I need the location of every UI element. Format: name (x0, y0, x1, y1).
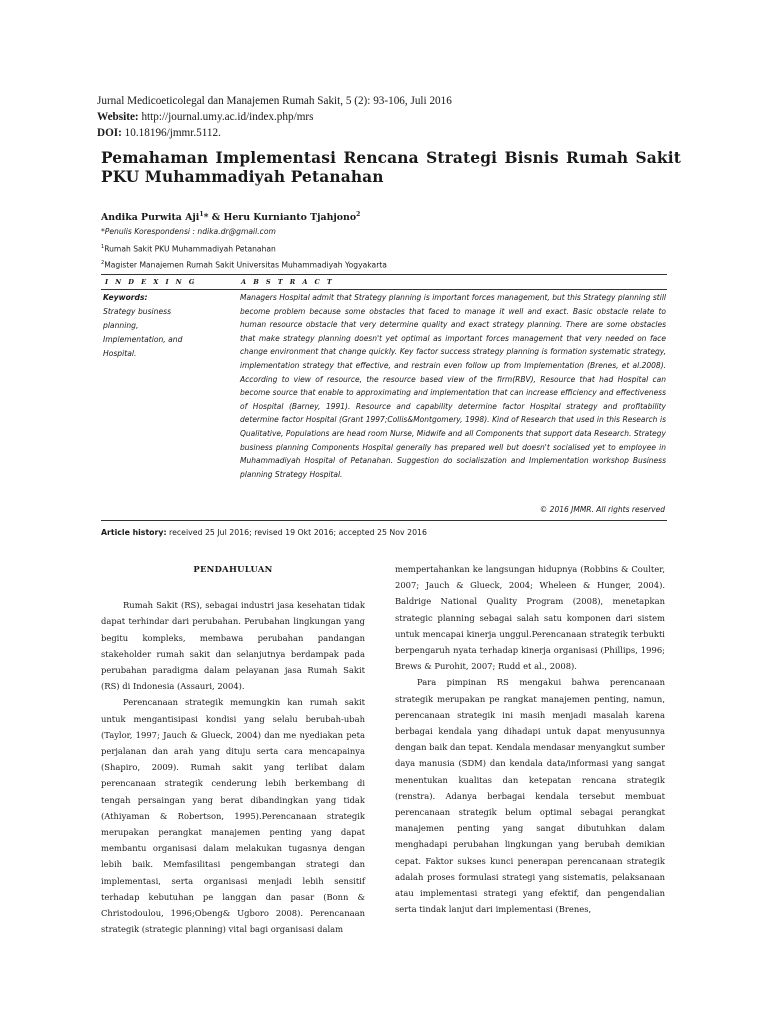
author-2: Heru Kurnianto Tjahjono (223, 212, 357, 224)
body-paragraph: Rumah Sakit (RS), sebagai industri jasa kesehatan tidak dapat terhindar dari perubahan. Perubahan lingkungan yang begitu kompleks, membawa perubahan pandangan stakeholder rumah sakit dan selanjutnya berdampak pada perubahan paradigma dalam pelayanan jasa Rumah Sakit (RS) di Indonesia (Assauri, 2004). (101, 600, 365, 692)
abstract-bottom-rule (101, 520, 667, 521)
body-column-left (101, 561, 365, 937)
website-line (97, 109, 677, 125)
indexing-label: I N D E X I N G (105, 278, 197, 286)
author-line (101, 208, 681, 225)
author-separator: * & (203, 212, 224, 224)
article-history (101, 528, 661, 537)
journal-header (97, 93, 677, 141)
author-1-affiliation-mark: 1 (199, 211, 204, 218)
body-paragraph: mempertahankan ke langsungan hidupnya (Robbins & Coulter, 2007; Jauch & Glueck, 2004; Wheleen & Hunger, 2004). Baldrige National Quality Program (2008), menetapkan strategic planning sebagai salah satu komponen dari sistem untuk mencapai kinerja unggul.Perencanaan strategik terbukti berpengaruh nyata terhadap kinerja organisasi (Phillips, 1996; Brews & Purohit, 2007; Rudd et al., 2008). (395, 564, 665, 672)
abstract-label: A B S T R A C T (241, 278, 335, 286)
section-heading: PENDAHULUAN (193, 564, 273, 574)
keyword-line: Implementation, and (103, 335, 183, 344)
affiliation-2 (101, 257, 661, 272)
affiliation-1 (101, 241, 661, 256)
corresponding-author: *Penulis Korespondensi : ndika.dr@gmail.com (101, 227, 276, 236)
website-link[interactable]: http://journal.umy.ac.id/index.php/mrs (141, 111, 314, 123)
website-label: Website: (97, 111, 139, 123)
body-column-right (395, 561, 665, 917)
abstract-text: Managers Hospital admit that Strategy planning is important forces management, but this Strategy planning still become problem because some obstacles that faced to manage it well and exact. Basic obstacle relate to human resource obstacle that very determine quality and exact strategy planning. There are some obstacles that make strategy planning doesn't yet optimal as important forces management that very needed on face change environment that change quickly. Key factor success strategy planning is formation systematic strategy, implementation strategy that effective, and restrain even follow up from Implementation (Brenes, et al.2008). According to view of resource, the resource based view of the firm(RBV), Resource that had Hospital can become source that enable to approximating and implementation that can increase efficiency and effectiveness of Hospital (Barney, 1991). Resource and capability determine factor Hospital strategy and profitability determine factor Hospital (Grant 1997;Collis&Montgomery, 1998). Kind of Research that used in this Research is Qualitative, Populations are head room Nurse, Midwife and all Components that support data Research. Strategy business planning Components Hospital generally has prepared well but doesn't socialised yet to employee in Muhammadiyah Hospital of Petanahan. Suggestion do socialiszation and Implementation workshop Business planning Strategy Hospital. (240, 293, 666, 479)
keyword-line: planning, (103, 321, 139, 330)
body-paragraph: Perencanaan strategik memungkin kan rumah sakit untuk mengantisipasi kondisi yang selalu berubah-ubah (Taylor, 1997; Jauch & Glueck, 2004) dan me nyediakan peta perjalanan dan arah yang dituju serta cara mencapainya (Shapiro, 2009). Rumah sakit yang terlibat dalam perencanaan strategik cenderung lebih berkembang di tengah persaingan yang berat dibandingkan yang tidak (Athiyaman & Robertson, 1995).Perencanaan strategik merupakan perangkat manajemen penting yang dapat membantu organisasi dalam melakukan tugasnya dengan lebih baik. Memfasilitasi pengembangan strategi dan implementasi, serta organisasi menjadi lebih sensitif terhadap kebutuhan pe langgan dan pasar (Bonn & Christodoulou, 1996;Obeng& Ugboro 2008). Perencanaan strategik (strategic planning) vital bagi organisasi dalam (101, 697, 365, 935)
journal-citation: Jurnal Medicoeticolegal dan Manajemen Rumah Sakit, 5 (2): 93-106, Juli 2016 (97, 95, 452, 107)
affiliation-1-mark: 1 (101, 244, 105, 250)
keywords-block (103, 291, 228, 361)
doi-line (97, 125, 677, 141)
keyword-line: Strategy business (103, 307, 172, 316)
history-dates: received 25 Jul 2016; revised 19 Okt 2016; accepted 25 Nov 2016 (166, 528, 427, 537)
body-paragraph: Para pimpinan RS mengakui bahwa perencanaan strategik merupakan pe rangkat manajemen penting, namun, perencanaan strategik ini masih menjadi masalah karena berbagai kendala yang dihadapi untuk dapat menyusunnya dengan baik dan tepat. Kendala mendasar menyangkut sumber daya manusia (SDM) dan kendala data/informasi yang sangat menentukan kualitas dan ketepatan rencana strategik (renstra). Adanya berbagai kendala tersebut membuat perencanaan strategik belum optimal sebagai perangkat manajemen penting yang sangat dibutuhkan dalam menghadapi perubahan lingkungan yang berubah demikian cepat. Faktor sukses kunci penerapan perencanaan strategik adalah proses formulasi strategi yang sistematis, pelaksanaan atau implementasi strategi yang efektif, dan pengendalian serta tindak lanjut dari implementasi (Brenes, (395, 677, 665, 915)
indexing-top-rule (101, 274, 667, 275)
history-label: Article history: (101, 528, 167, 537)
author-2-affiliation-mark: 2 (356, 211, 361, 218)
doi-link[interactable]: 10.18196/jmmr.5112. (124, 127, 221, 139)
affiliation-1-text: Rumah Sakit PKU Muhammadiyah Petanahan (104, 244, 276, 254)
doi-label: DOI: (97, 127, 122, 139)
affiliation-2-text: Magister Manajemen Rumah Sakit Universitas Muhammadiyah Yogyakarta (104, 260, 387, 270)
affiliation-2-mark: 2 (101, 260, 105, 266)
keyword-line: Hospital. (103, 349, 137, 358)
author-1: Andika Purwita Aji (101, 212, 200, 224)
copyright-notice: © 2016 JMMR. All rights reserved (539, 505, 665, 514)
article-title: Pemahaman Implementasi Rencana Strategi Bisnis Rumah Sakit PKU Muhammadiyah Petanahan (101, 149, 681, 186)
indexing-bottom-rule (101, 289, 667, 290)
keywords-heading: Keywords: (103, 293, 148, 302)
